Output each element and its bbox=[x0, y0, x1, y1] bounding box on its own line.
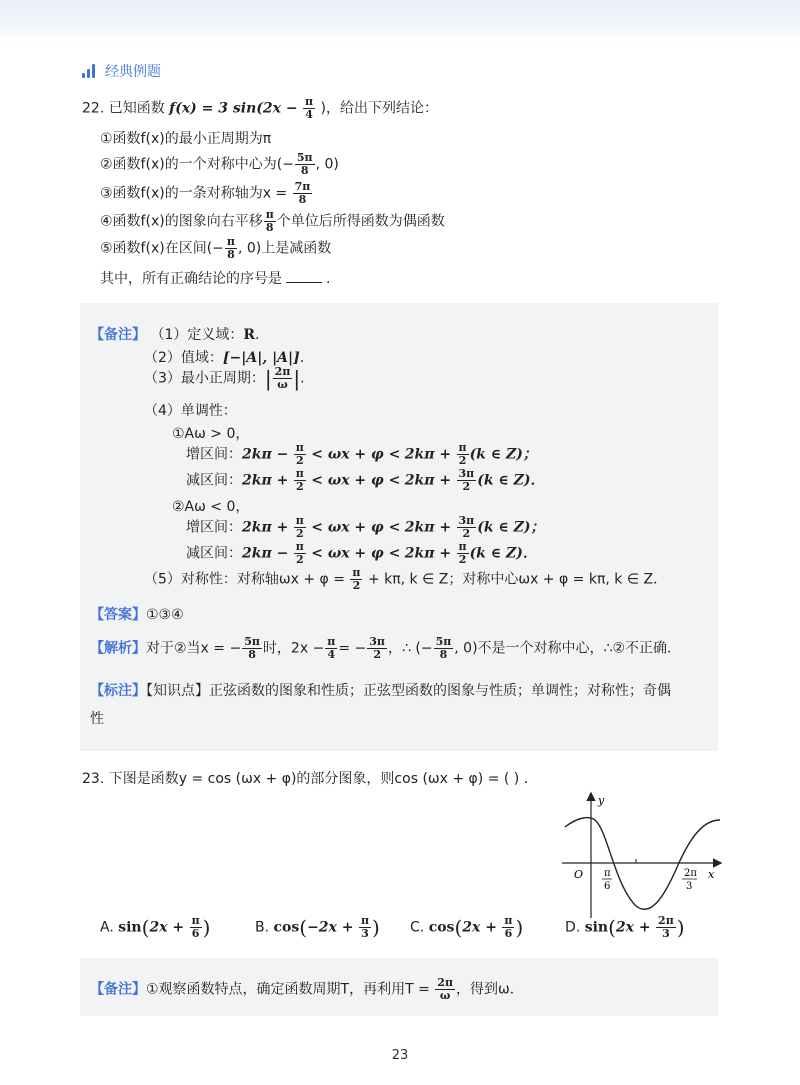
cosine-graph bbox=[560, 790, 730, 920]
tagnote-line-2: 性 bbox=[90, 711, 104, 727]
s4-b: 个单位后所得函数为偶函数 bbox=[276, 213, 445, 230]
tick2-den: 3 bbox=[686, 881, 693, 892]
frac-num: π bbox=[226, 235, 235, 248]
note-tag: 【备注】 bbox=[90, 327, 146, 343]
option-label: C. bbox=[410, 919, 425, 936]
tick2-num: 2π bbox=[684, 868, 697, 879]
ineq: < ωx + φ < bbox=[311, 545, 401, 562]
frac bbox=[325, 636, 337, 661]
frac-num: π bbox=[295, 441, 304, 454]
s5-a: ⑤函数f(x)在区间(− bbox=[100, 240, 224, 257]
option-c[interactable]: C. cos(2x + $\frac{\pi}{6}$ ) bbox=[410, 914, 524, 940]
l5-b: + kπ, k ∈ Z；对称中心ωx + φ = kπ, k ∈ Z． bbox=[367, 571, 668, 588]
frac-den: 8 bbox=[248, 648, 256, 661]
frac bbox=[242, 636, 262, 661]
frac-den: 6 bbox=[191, 927, 200, 940]
note-line-2 bbox=[144, 347, 304, 367]
frac-den: 8 bbox=[298, 193, 307, 206]
option-a[interactable]: A. sin(2x + $\frac{\pi}{6}$ ) bbox=[100, 914, 211, 940]
dec-label: 减区间： bbox=[186, 472, 242, 489]
frac-den: 8 bbox=[227, 248, 235, 261]
q22-tail: )，给出下列结论： bbox=[320, 100, 439, 117]
kpi: 2kπ − bbox=[242, 446, 289, 463]
q22-stem bbox=[82, 96, 438, 121]
s2-a: ②函数f(x)的一个对称中心为(− bbox=[100, 156, 294, 173]
frac bbox=[434, 636, 454, 661]
frac bbox=[457, 541, 469, 566]
frac-num: π bbox=[352, 566, 361, 579]
frac-den: 2 bbox=[373, 648, 381, 661]
frac bbox=[656, 915, 676, 940]
tick1-den: 6 bbox=[604, 881, 611, 892]
frac-den: 4 bbox=[305, 108, 313, 121]
frac-num: 5π bbox=[244, 635, 260, 648]
an-b: 时，2x − bbox=[262, 640, 325, 657]
frac-den: 2 bbox=[295, 480, 304, 493]
ineq: < ωx + φ < bbox=[311, 519, 401, 536]
l2-b: [−|A|, |A|] bbox=[222, 350, 300, 366]
frac-den: 4 bbox=[327, 648, 336, 661]
tagnote-text: 【知识点】正弦函数的图象和性质；正弦型函数的图象与性质；单调性；对称性；奇偶 bbox=[146, 683, 671, 699]
q22-function: f(x) = 3 sin(2x − bbox=[169, 100, 298, 117]
note2-a: ①观察函数特点，确定函数周期T，再利用T = bbox=[146, 981, 430, 998]
l1-a: （1）定义域： bbox=[150, 327, 244, 343]
kz: (k ∈ Z)． bbox=[477, 472, 545, 489]
frac bbox=[294, 541, 306, 566]
case1-increase bbox=[186, 442, 537, 467]
s2-frac bbox=[295, 152, 315, 177]
q22-statement-4 bbox=[100, 209, 445, 234]
case1-decrease bbox=[186, 468, 545, 493]
origin-label: O bbox=[574, 868, 584, 881]
frac-den: 2 bbox=[458, 454, 467, 467]
frac bbox=[435, 977, 455, 1002]
frac-num: 3π bbox=[458, 514, 475, 527]
kpi: 2kπ + bbox=[242, 472, 289, 489]
s2-b: , 0) bbox=[315, 156, 339, 173]
an-a: 对于②当x = − bbox=[146, 640, 242, 657]
option-d[interactable]: D. sin(2x + $\frac{2\pi}{3}$ ) bbox=[565, 914, 685, 940]
q23-stem: 23. 下图是函数y = cos (ωx + φ)的部分图象，则cos (ωx + φ) = ( ) ． bbox=[82, 771, 538, 787]
answer-blank[interactable] bbox=[286, 270, 322, 283]
answer-text: ①③④ bbox=[146, 607, 184, 623]
frac bbox=[350, 567, 362, 592]
option-fn: sin bbox=[584, 919, 609, 936]
an-e: , 0)不是一个对称中心，∴②不正确． bbox=[454, 640, 682, 657]
frac-num: π bbox=[458, 540, 467, 553]
option-arg: 2x + bbox=[615, 919, 651, 936]
y-label: y bbox=[598, 794, 605, 807]
frac-num: 5π bbox=[435, 635, 452, 648]
s4-frac bbox=[264, 209, 276, 234]
l1-c: . bbox=[255, 327, 260, 343]
note-line-3: （3）最小正周期：| $\frac{2\pi}{\omega}$ |. bbox=[144, 365, 305, 391]
frac bbox=[294, 468, 306, 493]
option-arg: 2x + bbox=[149, 919, 185, 936]
ineq: < ωx + φ < bbox=[311, 472, 401, 489]
frac-num: π bbox=[305, 95, 314, 108]
q22-question bbox=[100, 268, 330, 288]
q22-frac bbox=[303, 96, 315, 121]
case2-decrease bbox=[186, 541, 537, 566]
option-b[interactable]: B. cos(−2x + $\frac{\pi}{3}$ ) bbox=[255, 914, 380, 940]
case2-increase bbox=[186, 515, 545, 540]
option-fn: sin bbox=[118, 919, 142, 936]
top-banner bbox=[0, 0, 800, 46]
l2-c: . bbox=[299, 350, 305, 366]
frac bbox=[502, 915, 514, 940]
frac-den: ω bbox=[439, 989, 451, 1002]
analysis-tag: 【解析】 bbox=[90, 640, 146, 657]
frac-num: π bbox=[458, 441, 467, 454]
ask-b: . bbox=[326, 271, 331, 287]
tick1-num: π bbox=[604, 868, 611, 879]
kz: (k ∈ Z)． bbox=[469, 545, 537, 562]
frac-den: 3 bbox=[662, 927, 670, 940]
option-label: B. bbox=[255, 919, 270, 936]
option-fn: cos bbox=[273, 919, 300, 936]
frac-den: 2 bbox=[295, 553, 304, 566]
frac-den: 2 bbox=[462, 527, 471, 540]
q22-statement-3 bbox=[100, 181, 313, 206]
note-line-4: （4）单调性： bbox=[144, 403, 237, 419]
l1-b: R bbox=[243, 327, 256, 343]
ask-a: 其中，所有正确结论的序号是 bbox=[100, 271, 282, 287]
frac bbox=[190, 915, 202, 940]
answer-tag: 【答案】 bbox=[90, 607, 146, 623]
frac-num: 2π bbox=[274, 365, 291, 378]
section-header bbox=[82, 60, 161, 82]
case-1: ①Aω > 0， bbox=[172, 426, 250, 442]
tagnote-tag: 【标注】 bbox=[90, 683, 146, 699]
frac-num: 7π bbox=[294, 180, 311, 193]
kpi: 2kπ + bbox=[404, 472, 452, 489]
frac-num: π bbox=[295, 540, 304, 553]
option-label: A. bbox=[100, 919, 114, 936]
page-number: 23 bbox=[391, 1048, 409, 1063]
note2-line bbox=[90, 977, 524, 1002]
s3-a: ③函数f(x)的一条对称轴为x = bbox=[100, 185, 288, 202]
note2-b: ，得到ω． bbox=[456, 981, 524, 998]
note2-tag: 【备注】 bbox=[90, 981, 146, 998]
frac-num: 3π bbox=[458, 467, 475, 480]
q22-statement-5 bbox=[100, 236, 331, 261]
s3-frac bbox=[293, 181, 313, 206]
frac-num: 3π bbox=[369, 635, 385, 648]
frac bbox=[359, 915, 371, 940]
an-d: ，∴ (− bbox=[388, 640, 433, 657]
s5-frac bbox=[225, 236, 237, 261]
frac-num: 2π bbox=[658, 914, 674, 927]
frac-den: 2 bbox=[295, 527, 304, 540]
option-fn: cos bbox=[428, 919, 455, 936]
kz: (k ∈ Z)； bbox=[477, 519, 545, 536]
frac bbox=[367, 636, 387, 661]
analysis-line bbox=[90, 636, 681, 661]
note-line-1 bbox=[90, 324, 259, 344]
section-title: 经典例题 bbox=[105, 64, 161, 80]
s5-b: , 0)上是减函数 bbox=[237, 240, 332, 257]
l2-a: （2）值域： bbox=[144, 350, 223, 366]
bar-chart-icon bbox=[82, 64, 95, 78]
inc-label: 增区间： bbox=[186, 446, 242, 463]
inc-label: 增区间： bbox=[186, 519, 242, 536]
q22-statement-1: ①函数f(x)的最小正周期为π bbox=[100, 131, 272, 147]
frac-num: π bbox=[295, 514, 304, 527]
q22-prefix: 22. 已知函数 bbox=[82, 100, 165, 117]
frac-den: 2 bbox=[295, 454, 304, 467]
frac-num: π bbox=[295, 467, 304, 480]
case-2: ②Aω < 0， bbox=[172, 499, 250, 515]
l3-a: （3）最小正周期： bbox=[144, 370, 265, 387]
frac-den: 6 bbox=[504, 927, 513, 940]
frac bbox=[457, 442, 469, 467]
frac-num: π bbox=[327, 635, 336, 648]
frac-num: π bbox=[360, 914, 370, 927]
option-arg: −2x + bbox=[307, 919, 354, 936]
frac-num: 5π bbox=[296, 151, 313, 164]
kpi: 2kπ + bbox=[404, 519, 452, 536]
note-line-5 bbox=[144, 567, 667, 592]
frac bbox=[457, 515, 477, 540]
an-c: = − bbox=[338, 640, 367, 657]
option-label: D. bbox=[565, 919, 581, 936]
frac-den: 8 bbox=[265, 221, 274, 234]
frac-den: 8 bbox=[439, 648, 448, 661]
l5-a: （5）对称性：对称轴ωx + φ = bbox=[144, 571, 345, 588]
kz: (k ∈ Z)； bbox=[469, 446, 537, 463]
frac-num: π bbox=[191, 914, 200, 927]
kpi: 2kπ + bbox=[404, 545, 452, 562]
frac bbox=[457, 468, 477, 493]
frac bbox=[294, 515, 306, 540]
frac-den: 8 bbox=[300, 164, 309, 177]
frac-den: 3 bbox=[361, 927, 369, 940]
s4-a: ④函数f(x)的图象向右平移 bbox=[100, 213, 263, 230]
kpi: 2kπ + bbox=[242, 519, 289, 536]
option-arg: 2x + bbox=[462, 919, 497, 936]
l3-c: . bbox=[300, 370, 305, 387]
l3-frac bbox=[273, 366, 293, 391]
frac-den: ω bbox=[277, 378, 288, 391]
frac-den: 2 bbox=[458, 553, 467, 566]
frac-den: 2 bbox=[352, 579, 361, 592]
dec-label: 减区间： bbox=[186, 545, 242, 562]
frac bbox=[294, 442, 306, 467]
frac-num: 2π bbox=[437, 976, 454, 989]
x-label: x bbox=[708, 868, 715, 881]
kpi: 2kπ + bbox=[404, 446, 452, 463]
frac-num: π bbox=[265, 208, 274, 221]
q22-statement-2 bbox=[100, 152, 339, 177]
answer-line bbox=[90, 604, 184, 624]
kpi: 2kπ − bbox=[242, 545, 289, 562]
frac-den: 2 bbox=[462, 480, 471, 493]
frac-num: π bbox=[504, 914, 513, 927]
ineq: < ωx + φ < bbox=[311, 446, 401, 463]
tagnote-line-1 bbox=[90, 680, 671, 700]
